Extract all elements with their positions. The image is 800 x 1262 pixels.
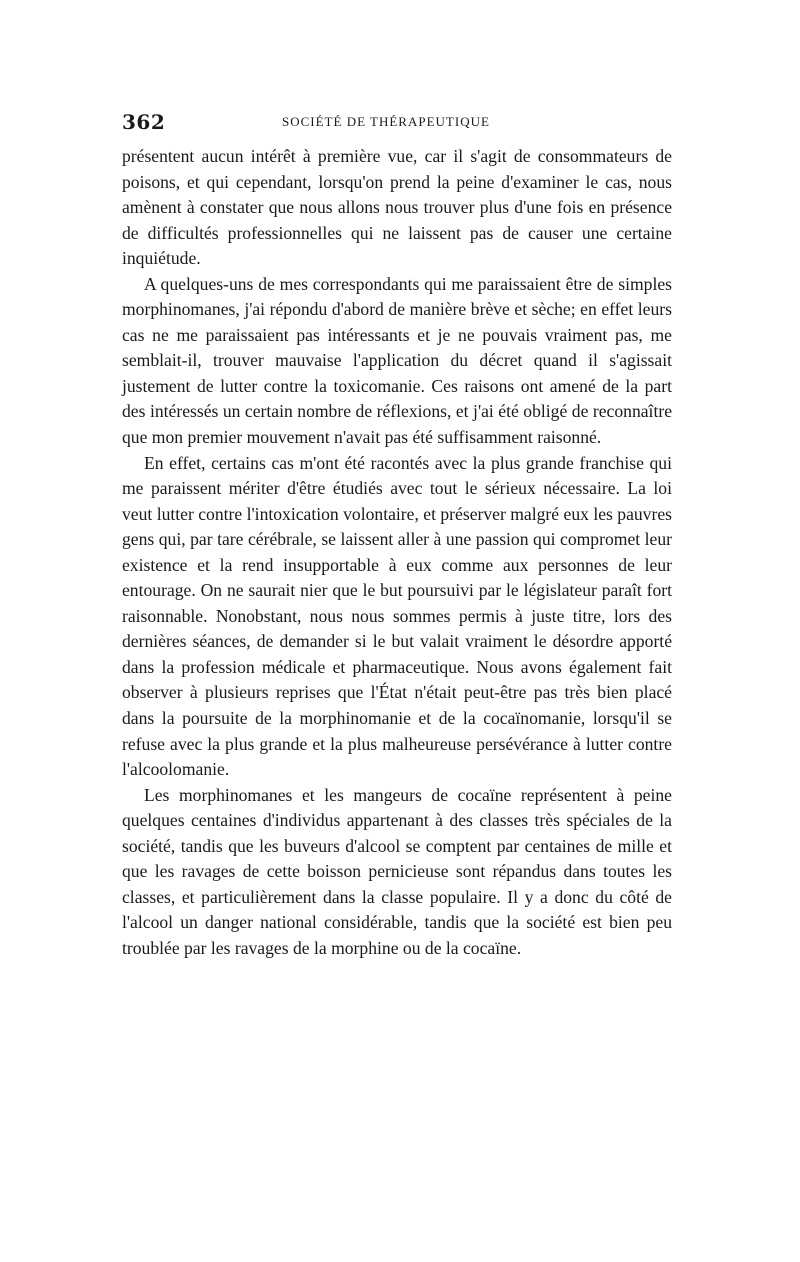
running-head xyxy=(122,110,672,140)
body-text xyxy=(122,144,672,962)
paragraph-3: En effet, certains cas m'ont été racontés avec la plus grande franchise qui me paraissent mériter d'être étudiés avec tout le sérieux nécessaire. La loi veut lutter contre l'intoxication volontaire, et préserver malgré eux les pauvres gens qui, par tare cérébrale, se laissent aller à une passion qui compromet leur existence et la rend insupportable à eux comme aux personnes de leur entourage. On ne saurait nier que le but poursuivi par le législateur paraît fort raisonnable. Nonobstant, nous nous sommes permis à juste titre, lors des dernières séances, de demander si le but valait vraiment le désordre apporté dans la profession médicale et pharmaceutique. Nous avons également fait observer à plusieurs reprises que l'État n'était peut-être pas très bien placé dans la poursuite de la morphinomanie et de la cocaïnomanie, lorsqu'il se refuse avec la plus grande et la plus malheureuse persévérance à lutter contre l'alcoolomanie. xyxy=(122,452,672,780)
paragraph-2: A quelques-uns de mes correspondants qui me paraissaient être de simples morphinomanes, j'ai répondu d'abord de manière brève et sèche; en effet leurs cas ne me paraissaient pas intéressants et je ne pouvais vraiment pas, me semblait-il, trouver mauvaise l'application du décret quand il s'agissait justement de lutter contre la toxicomanie. Ces raisons ont amené de la part des intéressés un certain nombre de réflexions, et j'ai été obligé de reconnaître que mon premier mouvement n'avait pas été suffisamment raisonné. xyxy=(122,273,672,448)
page-number: 362 xyxy=(122,110,166,134)
paragraph-4: Les morphinomanes et les mangeurs de cocaïne représentent à peine quelques centaines d'individus appartenant à des classes très spéciales de la société, tandis que les buveurs d'alcool se comptent par centaines de mille et que les ravages de cette boisson pernicieuse sont répandus dans toutes les classes, et particulièrement dans la classe populaire. Il y a donc du côté de l'alcool un danger national considérable, tandis que la société est bien peu troublée par les ravages de la morphine ou de la cocaïne. xyxy=(122,784,672,958)
running-title: SOCIÉTÉ DE THÉRAPEUTIQUE xyxy=(282,114,490,129)
paragraph-1: présentent aucun intérêt à première vue, car il s'agit de consommateurs de poisons, et qui cependant, lorsqu'on prend la peine d'examiner le cas, nous amènent à constater que nous allons nous trouver plus d'une fois en présence de difficultés professionnelles qui ne laissent pas de causer une certaine inquiétude. xyxy=(122,146,672,269)
book-page xyxy=(122,110,672,962)
